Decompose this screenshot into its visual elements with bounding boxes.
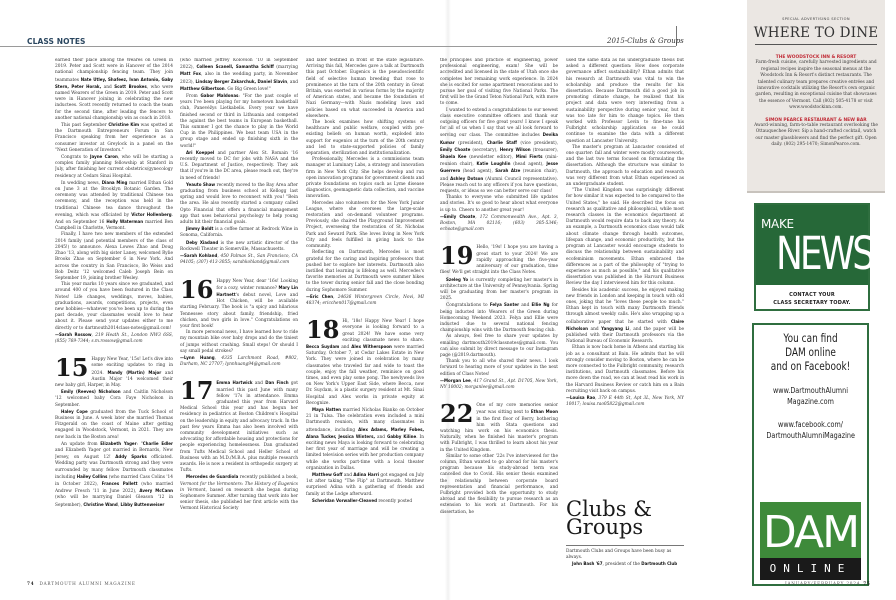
- dam-online-logo: [760, 502, 861, 580]
- section-header-right: 2015-Clubs & Groups: [607, 37, 684, 45]
- restaurant-description: Farm-fresh cuisine, carefully harvested ingredients and regional recipes inspire the seasonal menus at the Woodstock Inn & Resort's distinct restaurants. The talented culinary team prepares creative entrées and innovative cocktails utilizing the Resort's own organic garden, resulting in exceptional cuisine that showcases the essence of Vermont. Call (802) 505-4178 or visit www.woodstockinn.com.: [755, 60, 877, 111]
- class-note-paragraph: earned their place among the Weares on Green in 2019. Peter and Scott were in Hanover of the 2014 national championship fencing team. They join teammates Nate Utley, Shafeez, Ivan Antonio, Gaby Stern, Peter Horak, and Scott Brookes, who were named Wearers of the Green in 2019. Peter and Scott were in Hanover joining in celebrating the new inductees. Scott recently returned to coach the team for the second time, after leading the fencers to another national championship win as coach in 2018.: [55, 58, 173, 121]
- class-note-paragraph: Yeauto Shaw recently moved to the Bay Area after graduating from business school at Kellogg last spring and would love to reconnect with you! "Bein the area. He also recently started a company called Opto Financial that offers a financial management app that uses behavioral psychology to help young adults hit their financial goals.: [180, 181, 298, 226]
- class-note-paragraph: In wedding news, Diana Ming married Ethan Gold on June 3 at the Brooklyn Botanic Garden. The ceremony was attended by traditional Chinese tea ceremony, and the reception was held in the traditional Chinese tea dance throughout the evening, which was officiated by Victor Hollenberg. And on September 16 Holly Waterman married Ben Campbell in Charlotte, Vermont.: [55, 179, 173, 232]
- class-note-paragraph: Congrats to Jayne Caron, who will be starting a complex family planning fellowship at Stanford in July, after finishing her current obstetrics/gynecology residency at Cedars Sinai Hospital.: [55, 154, 173, 179]
- class-note-paragraph: Deby Xiadand is the new artistic director of the Rockwell Theater in Somerville, Massachusetts.: [180, 239, 298, 252]
- class-note-paragraph: Thanks to everyone who submitted life updates and stories. It's so good to hear about what everyone is up to. Cheers to another great year!: [440, 195, 558, 213]
- ad-headline: You can find DAM online and on Facebook!: [770, 331, 851, 373]
- class-secretary-signature: —Sarah Rossow, 219 Heath St., London NW3 6SS, (855) 769-7344; s.m.rossow@gmail.com: [55, 331, 173, 344]
- class-secretary-signature: —Sarah Kohland, 450 Palmas St., San Francisco, CA 94105; (307) 413-3055; sarahkohland@gmail.com: [180, 253, 298, 266]
- page-number-left: 74: [27, 581, 35, 586]
- clubs-groups-text: Dartmouth Clubs and Groups have been busy as always. John Bash '67, president of the Dartmouth Club: [566, 549, 678, 568]
- class-note-paragraph: The master's program at Lancaster consisted of one quarter: fall and winter were mostly coursework, and the last two terms focused on formulating the dissertation. Although the structure was similar to Dartmouth, the approach to education and research was very different from what Ethan experienced as an undergraduate student.: [566, 144, 684, 188]
- class-entry-2016: 16 Happy New Year, dear '16s! Looking for a cozy, winter romance? Mary Lin Hartnett's debut novel, Love and Hot Chicken, will be available starting February. The book is "a spicy and hilarious Tennessee story about family, friendship, fried chicken, and two girls in love." Congratulations on your first book!: [180, 274, 298, 329]
- dam-logo-text: DAM: [760, 502, 861, 558]
- special-advertising-label: SPECIAL ADVERTISING SECTION: [782, 17, 850, 21]
- class-entry-2017: 17 Emma Hartwick and Dan Finch got married this past June with many fellow '17s in attendance. Emma graduated this year from Harvard Medical School this year and has begun her residency in pediatrics at Boston Children's Hospital on the leadership in equity and advocacy track. In the past few years Emma has also been involved with community development initiatives such as advocating for affordable housing and protections for people experiencing homelessness. Dan graduated from Tufts Medical School and Heller School of Business with an M.D./M.B.A. plus multiple research awards. He is now a resident in orthopedic surgery at Tufts.: [180, 376, 298, 474]
- class-note-paragraph: Thank you to all who shared their news. I look forward to hearing more of your updates in the next edition of Class Notes!: [440, 359, 558, 377]
- class-note-paragraph: Reflecting on Dartmouth, Mercedes is most grateful for the caring and inspiring professors that pushed her to explore her interests. Dartmouth also instilled that learning is lifelong as well. Mercedes's favorite memories at Dartmouth were summer hikes to the tower during senior fall and the close bonding during Sophomore Summer.: [306, 250, 424, 293]
- class-note-paragraph: Scheridan Vorwaller-Cleaved recently posted: [312, 497, 413, 504]
- website-link[interactable]: www.DartmouthAlumni Magazine.com: [772, 385, 849, 406]
- class-note-paragraph: From Gabor Maldonas: "For the past couple of years I've been playing for my hometown basketball club, Panevėžys Lietkabelis. Every year we have finished second or third in Lithuania and competed the against the best teams in European basketball. This summer I got the chance to play in the World Cup in the Philippines. We beat team USA in the group stage and ended up finishing sixth in the world!": [180, 93, 298, 149]
- column-2: [180, 58, 298, 573]
- class-year-number: 16: [180, 274, 214, 304]
- dam-online-ad: [752, 323, 869, 586]
- class-note-paragraph: In more personal news, I have learned how to ride my mountain bike over baby drops and do the tiniest of jumps without crashing. Small steps! Or should I say small pedal strokes?: [180, 330, 298, 354]
- facebook-link[interactable]: www.facebook.com/ DartmouthAlumniMagazine: [766, 419, 856, 440]
- clubs-groups-heading: Clubs & Groups: [566, 497, 652, 539]
- class-note-paragraph: and later testified in front of the state legislature. Arriving this fall, Mercedes gave a talk at Dartmouth this past October. Eugenics is the pseudoscientific field of selective human breeding that rose to prominence at the turn of the 20th century in Great Britain, was exerted in various forms by the majority of American states, and became the foundation of Nazi Germany—with Nazis modeling laws and policies based on what succeeded in America and elsewhere.: [306, 58, 424, 119]
- class-secretary-signature: —Emily Choate, 172 Commonwealth Ave., Apt. 3, Boston, MA 02116; (603) 305-5346; echoate@gmail.com: [440, 213, 558, 233]
- restaurant-listing: [753, 118, 879, 149]
- restaurant-listing: [753, 55, 879, 112]
- dine-rule: [755, 44, 877, 45]
- class-note-paragraph: The book examines how shifting systems of healthcare and public welfare, coupled with pre-existing beliefs on human worth, exploded into support for eugenics at the turn of the 20th century and led to state-supported policies of family separation, sterilization and institutionalization.: [306, 120, 424, 157]
- class-note-paragraph: Professionally, Mercedes is a commissions team manager at Luminary Labs, a strategy and innovation firm in New York City. She helps develop and run open innovation programs for government clients and private foundations on topics such as Lyme disease diagnostics, geomagnetic data collection, and vaccine innovation.: [306, 157, 424, 200]
- news-label: NEWS: [776, 229, 873, 281]
- class-secretary-signature: —Eric Chen, 24636 Wintergreen Circle, Novi, MI 48374; ericchen017@gmail.com: [306, 293, 424, 306]
- class-entry-2022: 22 One of my core memories senior year was sitting next to Ethan Moon in the first floor of Berry, bothering him with Stata questions and watching him work on his economics thesis. Naturally, when he finished his master's program with Fulbright, I was thrilled to learn about his year in the United Kingdom.: [440, 399, 558, 453]
- footer-left: [27, 581, 136, 586]
- section-header: CLASS NOTES: [27, 37, 86, 46]
- class-note-paragraph: used the same data as his undergraduate thesis but asked a different question: How does corporate governance affect sustainability? Ethan admits that his research at Dartmouth was vital to win the scholarship and produce the results for his dissertation. Because Dartmouth did a good job in promoting climate change, he realized that his project and data were very interesting from a sustainability perspective during senior year, but it was too late for him to change topics. He then worked with Professor Levin to fine-tune his Fulbright scholarship application so he could continue to examine the data with a different question at Lancaster University.: [566, 58, 684, 144]
- make-label: MAKE: [761, 217, 794, 231]
- restaurant-description: Award-winning, farm-to-table restaurant overlooking the Ottauquechee River. Sip a hand-crafted cocktail, watch our master glassblowers and find the perfect gift. Open daily. (802) 295-1470; SimonPearce.com.: [754, 123, 878, 148]
- class-note-paragraph: "The United Kingdom was surprisingly different for how similar it was expected to be compared to the United States," he said. He described the focus on research as qualitative and philosophical, while most research classes in the economics department at Dartmouth would require data to back any theory. As an example, a Dartmouth economics class would talk about climate change through health outcomes, lifespan change, and economic productivity, but the program at Lancaster would encourage students to discuss the relationship between sustainability and ecofeminism movements. Ethan embraced the differences as a part of the philosophy of "trying to experience as much as possible," and his qualitative dissertation was published in the Harvard Business Review the day I interviewed him for this column.: [566, 188, 684, 287]
- class-entry-2015: 15 Happy New Year, '15s! Let's dive into some exciting updates to ring in 2024. Mandy (Martin) Major and Austin Major '14 welcomed their new baby girl, Harper, in May.: [55, 353, 173, 388]
- class-note-paragraph: This year marks 10 years since we graduated, and around 400 of you have been featured in the Class Notes! Life changes, weddings, moves, babies, graduations, awards, competitions, projects, even new hobbies—whatever you've been up to during the past decade, your classmates would love to hear about it. Please send your updates either to me directly or to dartmouth2014class-notes@gmail.com!: [55, 282, 173, 331]
- class-year-number: 18: [306, 315, 340, 345]
- column-1: [55, 58, 173, 573]
- header-rule-left: [0, 46, 448, 47]
- class-note-paragraph: Emily (Reeves) Nicholson and Caitlin Nicholson '12 welcomed baby Cora Faye Nicholson in September.: [55, 389, 173, 408]
- clubs-rule: [566, 545, 684, 546]
- class-note-paragraph: Mercedes also volunteers for the New York Junior League, where she oversees the large-scale restoration and on-demand volunteer programs. Previously, she chaired the Playground Improvement Project, overseeing the restoration of St. Nicholas Park and Seward Park. She loves living in New York City and feels fulfilled in giving back to the community.: [306, 200, 424, 250]
- column-3: [306, 58, 424, 573]
- footer-right: [785, 581, 871, 586]
- class-note-paragraph: Besides his academic success, he enjoyed making new friends in London and keeping in touch with old ones, joking that he "loves these people too much." Ethan kept in touch with many Dartmouth friends through almost weekly calls. He's also wrapping up a collaborative paper that he started with Claire Nicholson and Yangyang Li, and the paper will be published with their Dartmouth professors via the National Bureau of Economic Research.: [566, 287, 684, 345]
- class-note-paragraph: Finally, I have two new members of the extended 2014 family (and potential members of the class of 2045!) to announce. Alexa Lowes Zhao and Doug Zhao '13, along with big sister Laney, welcomed Rylie Brooks Zhao on September 6 in New York. And across the country in San Francisco, Bo Weiss and Bob Deitz '12 welcomed Caleb Joseph Bein on September 19, joining brother Wesley.: [55, 232, 173, 281]
- class-note-paragraph: Maya Hatten married Nicholas Bianko on October 21 in Tulsa. The celebration even included a mini Dartmouth reunion, with many classmates in attendance, including Alex Adams, Marley Fobes, Alana Tucker, Jessica Winters, and Gabby Kiline. In exciting news Maya is looking forward to celebrating her first year of marriage and will be creating a limited television series with her production company while she works part-time with a local theater organization in Dallas.: [306, 406, 424, 471]
- class-year-number: 19: [440, 241, 474, 271]
- class-note-paragraph: Ethan is now back home in Athens and starting his job as a consultant at Bain. He admits that he will strongly consider moving to Boston, where he can be more connected to the Fulbright community, research institutions, and Dartmouth classmates. Before his move down the road, we can at least read his work in the Harvard Business Review or catch him on a Bain recruiting visit back on campus.: [566, 345, 684, 394]
- restaurant-name: SIMON PEARCE RESTAURANT & NEW BAR: [765, 117, 867, 123]
- class-note-paragraph: Ari Koeppel and partner Alex St. Romain '16 recently moved to DC for jobs with NASA and the U.S. Department of Justice, respectively. They ask that if you're in the DC area, please reach out, they're in need of friends!: [180, 149, 298, 181]
- class-year-number: 22: [440, 399, 474, 429]
- class-secretary-signature: —Louisa Rao, 379 E 44th St, Apt 3L, New York, NY 10017; louisa.rao05822@gmail.com: [566, 394, 684, 408]
- class-note-paragraph: Szeleg Yo is currently completing her master's in architecture at the University of Pennsylvania. Spring will be graduating from her master's program in 2025.: [440, 276, 558, 302]
- contact-secretary-text: CONTACT YOUR CLASS SECRETARY TODAY.: [773, 292, 851, 306]
- where-to-dine-title: WHERE TO DINE: [753, 25, 879, 41]
- page-number-right: 75: [863, 581, 871, 586]
- class-note-paragraph: Jimmy Boldt is a coffee farmer at Redrock Wine in Sonoma, California.: [180, 226, 298, 239]
- class-note-paragraph: An update from Elizabeth Yager: "Charlie Edler and Elizabeth Yager got married in Bernards, New Jersey, on August 12! Addy Sparks officiated. Wedding party was Dartmouth strong and they were surrounded by many fellow Dartmouth classmates including Hailey Collins (who married Cass Colins '14 in October 2022), Frances Pallett (who married Andrew Fresch '11 in June 2022), Avery McCann (who will be marrying Daniel Gleason '12 in September), Christine Wand, Libby Buttenweiser: [55, 440, 173, 508]
- class-year-number: 15: [55, 353, 89, 383]
- class-year-number: 17: [180, 376, 214, 406]
- class-note-paragraph: Congratulations to Felya Santer and Ellie Ng for being inducted into Wearers of the Green during Homecoming Weekend 2023. Felya and Ellie were inducted due to several national fencing championship wins with the Dartmouth fencing club.: [440, 302, 558, 334]
- class-entry-2019: 19 Hello, '19s! I hope you are having a great start to your 2024! We are rapidly approaching the five-year anniversary of our graduation, time flies! We'll get straight into the Class Notes.: [440, 241, 558, 276]
- class-note-paragraph: Matthew Goff and Adina Harri got engaged on July 1st after taking "The Flip" at Dartmouth. Matthew surprised Adina with a gathering of friends and family at the Lodge afterward.: [306, 472, 424, 497]
- class-note-paragraph: As always, feel free to share your updates by emailing dartmouth2019classnotes@gmail.com. You can also submit by direct message to our Instagram page (@2019.dartmouth).: [440, 334, 558, 358]
- class-secretary-signature: —Morgan Lee, 417 Grand St., Apt. D1705, New York, NY 10002; morganlee@gmail.com: [440, 377, 558, 390]
- class-entry-2018: 18 Hi, '18s! Happy New Year! I hope everyone is looking forward to a great 2024! We have some very exciting classmate news to share. Becca Suydam and Alex Witherspoon were married Saturday, October 7, at Cedar Lakes Estate in New York. They were joined in celebration by many classmates who traveled far and wide to toast the couple, enjoy the fall weather, reminisce on good times, and even play some pong. The newlyweds live on New York's Upper East Side, where Becca, now Dr. Suydam, is a plastic surgery resident at Mt. Sinai Hospital and Alex works in private equity at Recognize.: [306, 315, 424, 406]
- class-note-paragraph: the principles and practice of engineering, power professional engineering, exam! She will be accredited and licensed in the state of Utah once she completes her remaining work experience. In 2024 she is excited for some apartment renovations and to pursue her goal of visiting five National Parks. The first will be the Grand Teton National Park, with more to come.: [440, 58, 558, 107]
- make-news-ad: [754, 203, 873, 311]
- online-logo-text: ONLINE: [760, 558, 861, 580]
- issue-date: JANUARY/FEBRUARY 2024: [785, 581, 861, 586]
- class-secretary-signature: —Lynn Huang, 4335 Larchmont Road, #802, Durham, NC 27707; lynnhuang94@gmail.com: [180, 354, 298, 368]
- column-5: [566, 58, 684, 488]
- class-note-paragraph: Mercedes de Guardiola recently published a book, Vermont for the Vermonters: The History of Eugenics in Vermont, based on research she began during Sophomore Summer. After turning that work into her senior thesis, she published her first article with the Vermont Historical Society: [180, 474, 298, 512]
- make-news-banner: [756, 205, 873, 285]
- magazine-title: DARTMOUTH ALUMNI MAGAZINE: [39, 581, 136, 586]
- where-to-dine-ad: [747, 0, 885, 193]
- class-note-paragraph: (who married Jeffrey Kolovson '10 in September 2022), Colleen Scanell, Samantha Schiff (marrying Matt Fox, also in the wedding party, in November 2023), Lindsay Berger Zakarchuk, Daniel Slavin, and Matthew Gilbertson. Go Big Green love!": [180, 58, 298, 92]
- header-rule-right: [448, 46, 676, 47]
- restaurant-name: THE WOODSTOCK INN & RESORT: [775, 55, 857, 60]
- class-note-paragraph: This past September Christine Kim was spotted at the Dartmouth Entrepreneurs Forum in San Francisco speaking from her experience as a consumer investor at Greylock in a panel on the "Next Generation of Investors.": [55, 122, 173, 153]
- class-note-paragraph: Haley Cope graduated from the Tuck School of Business in June. A week later she married Thomas Fitzgerald on the coast of Maine after getting engaged in Woodstock, Vermont, in 2021. They are now back in the Boston area!: [55, 408, 173, 440]
- class-note-paragraph: Similar to some other '22s I've interviewed for the column, Ethan wanted to go abroad for his master's program because his study-abroad term was cancelled due to Covid. His senior thesis examined the relationship between corporate board representation and financial performance, and Fulbright provided both the opportunity to study abroad and the flexibility to pursue research as an extension to his work at Dartmouth. For his dissertation, he: [440, 453, 558, 515]
- class-note-paragraph: I wanted to extend a congratulations to our newest class executive committee officers and thank our outgoing officers for five great years! I know I speak for all of us when I say that we all look forward to serving our class. The committee includes Devika Kumar (president), Charlie Staff (vice president), Emily Choate (secretary), Henry Wilson (treasurer), Shaela Kee (newsletter editor), Mimi Fierts (mini-reunion chair), Katie Loughlin (head agent), Jesse Guerrero (head agent), Sarah Alze (reunion chair), and Ashley Dotson (Alumni Council representative). Please reach out to any officers if you have questions, requests, or ideas so we can better serve our class!: [440, 107, 558, 195]
- column-4: [440, 58, 558, 573]
